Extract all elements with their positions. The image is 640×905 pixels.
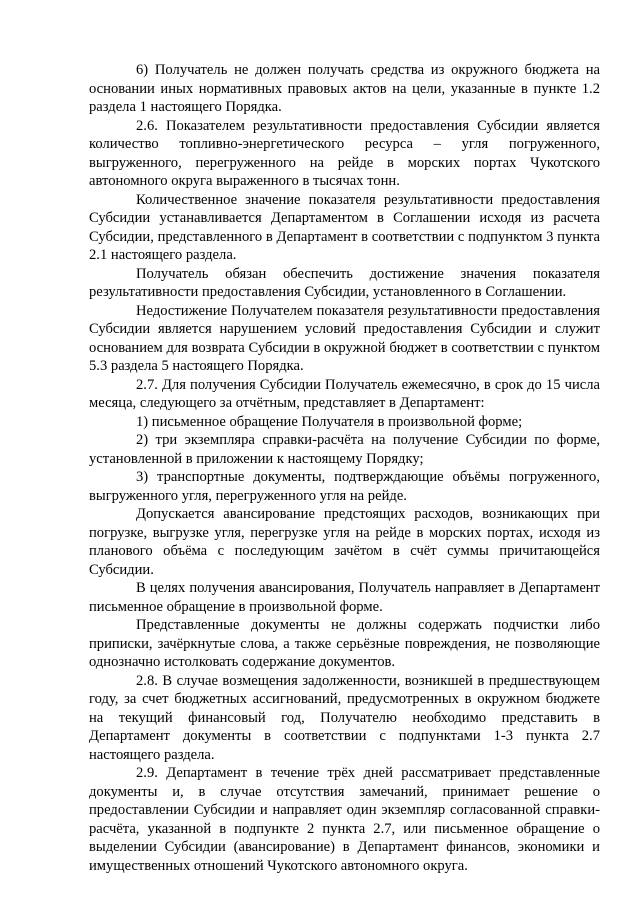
paragraph-document-requirements: Представленные документы не должны содержать подчистки либо приписки, зачёркнутые слова, а также серьёзные повреждения, не позволяющие однозначно истолковать содержание документов. [89,617,600,670]
paragraph-advance-request: В целях получения авансирования, Получатель направляет в Департамент письменное обращение в произвольной форме. [89,580,600,615]
paragraph-2-6-indicator: 2.6. Показателем результативности предоставления Субсидии является количество топливно-энергетического ресурса – угля погруженного, выгруженного, перегруженного на рейде в морских портах Чукотского автономного округа выраженного в тысячах тонн. [89,117,600,189]
paragraph-6-recipient-restriction: 6) Получатель не должен получать средства из окружного бюджета на основании иных нормативных правовых актов на цели, указанные в пункте 1.2 раздела 1 настоящего Порядка. [89,62,600,115]
paragraph-advance-allowed: Допускается авансирование предстоящих расходов, возникающих при погрузке, выгрузке угля, перегрузке угля на рейде в морских портах, исходя из планового объёма с последующим зачётом в счёт суммы причитающейся Субсидии. [89,506,600,578]
paragraph-2-9-review: 2.9. Департамент в течение трёх дней рассматривает представленные документы и, в случае отсутствия замечаний, принимает решение о предоставлении Субсидии и направляет один экземпляр согласованной справки-расчёта, указанной в подпункте 2 пункта 2.7, или письменное обращение о выделении Субсидии (авансирование) в Департамент финансов, экономики и имущественных отношений Чукотского автономного округа. [89,765,600,874]
paragraph-item-1: 1) письменное обращение Получателя в произвольной форме; [136,413,523,430]
paragraph-2-8-debt: 2.8. В случае возмещения задолженности, возникшей в предшествующем году, за счет бюджетных ассигнований, предусмотренных в окружном бюджете на текущий финансовый год, Получателю необходимо представить в Департамент документы в соответствии с подпунктами 1-3 пункта 2.7 настоящего раздела. [89,672,600,763]
paragraph-non-achievement: Недостижение Получателем показателя результативности предоставления Субсидии является нарушением условий предоставления Субсидии и служит основанием для возврата Субсидии в окружной бюджет в соответствии с пунктом 5.3 раздела 5 настоящего Порядка. [89,302,600,374]
paragraph-2-7-documents: 2.7. Для получения Субсидии Получатель ежемесячно, в срок до 15 числа месяца, следующего за отчётным, представляет в Департамент: [89,376,600,411]
paragraph-recipient-obligation: Получатель обязан обеспечить достижение значения показателя результативности предоставления Субсидии, установленного в Соглашении. [89,265,600,300]
paragraph-item-2: 2) три экземпляра справки-расчёта на получение Субсидии по форме, установленной в приложении к настоящему Порядку; [89,432,600,467]
paragraph-indicator-value: Количественное значение показателя результативности предоставления Субсидии устанавливается Департаментом в Соглашении исходя из расчета Субсидии, представленного в Департамент в соответствии с подпунктом 3 пункта 2.1 настоящего раздела. [89,191,600,263]
paragraph-item-3: 3) транспортные документы, подтверждающие объёмы погруженного, выгруженного угля, перегруженного угля на рейде. [89,469,600,504]
document-page [89,61,600,875]
